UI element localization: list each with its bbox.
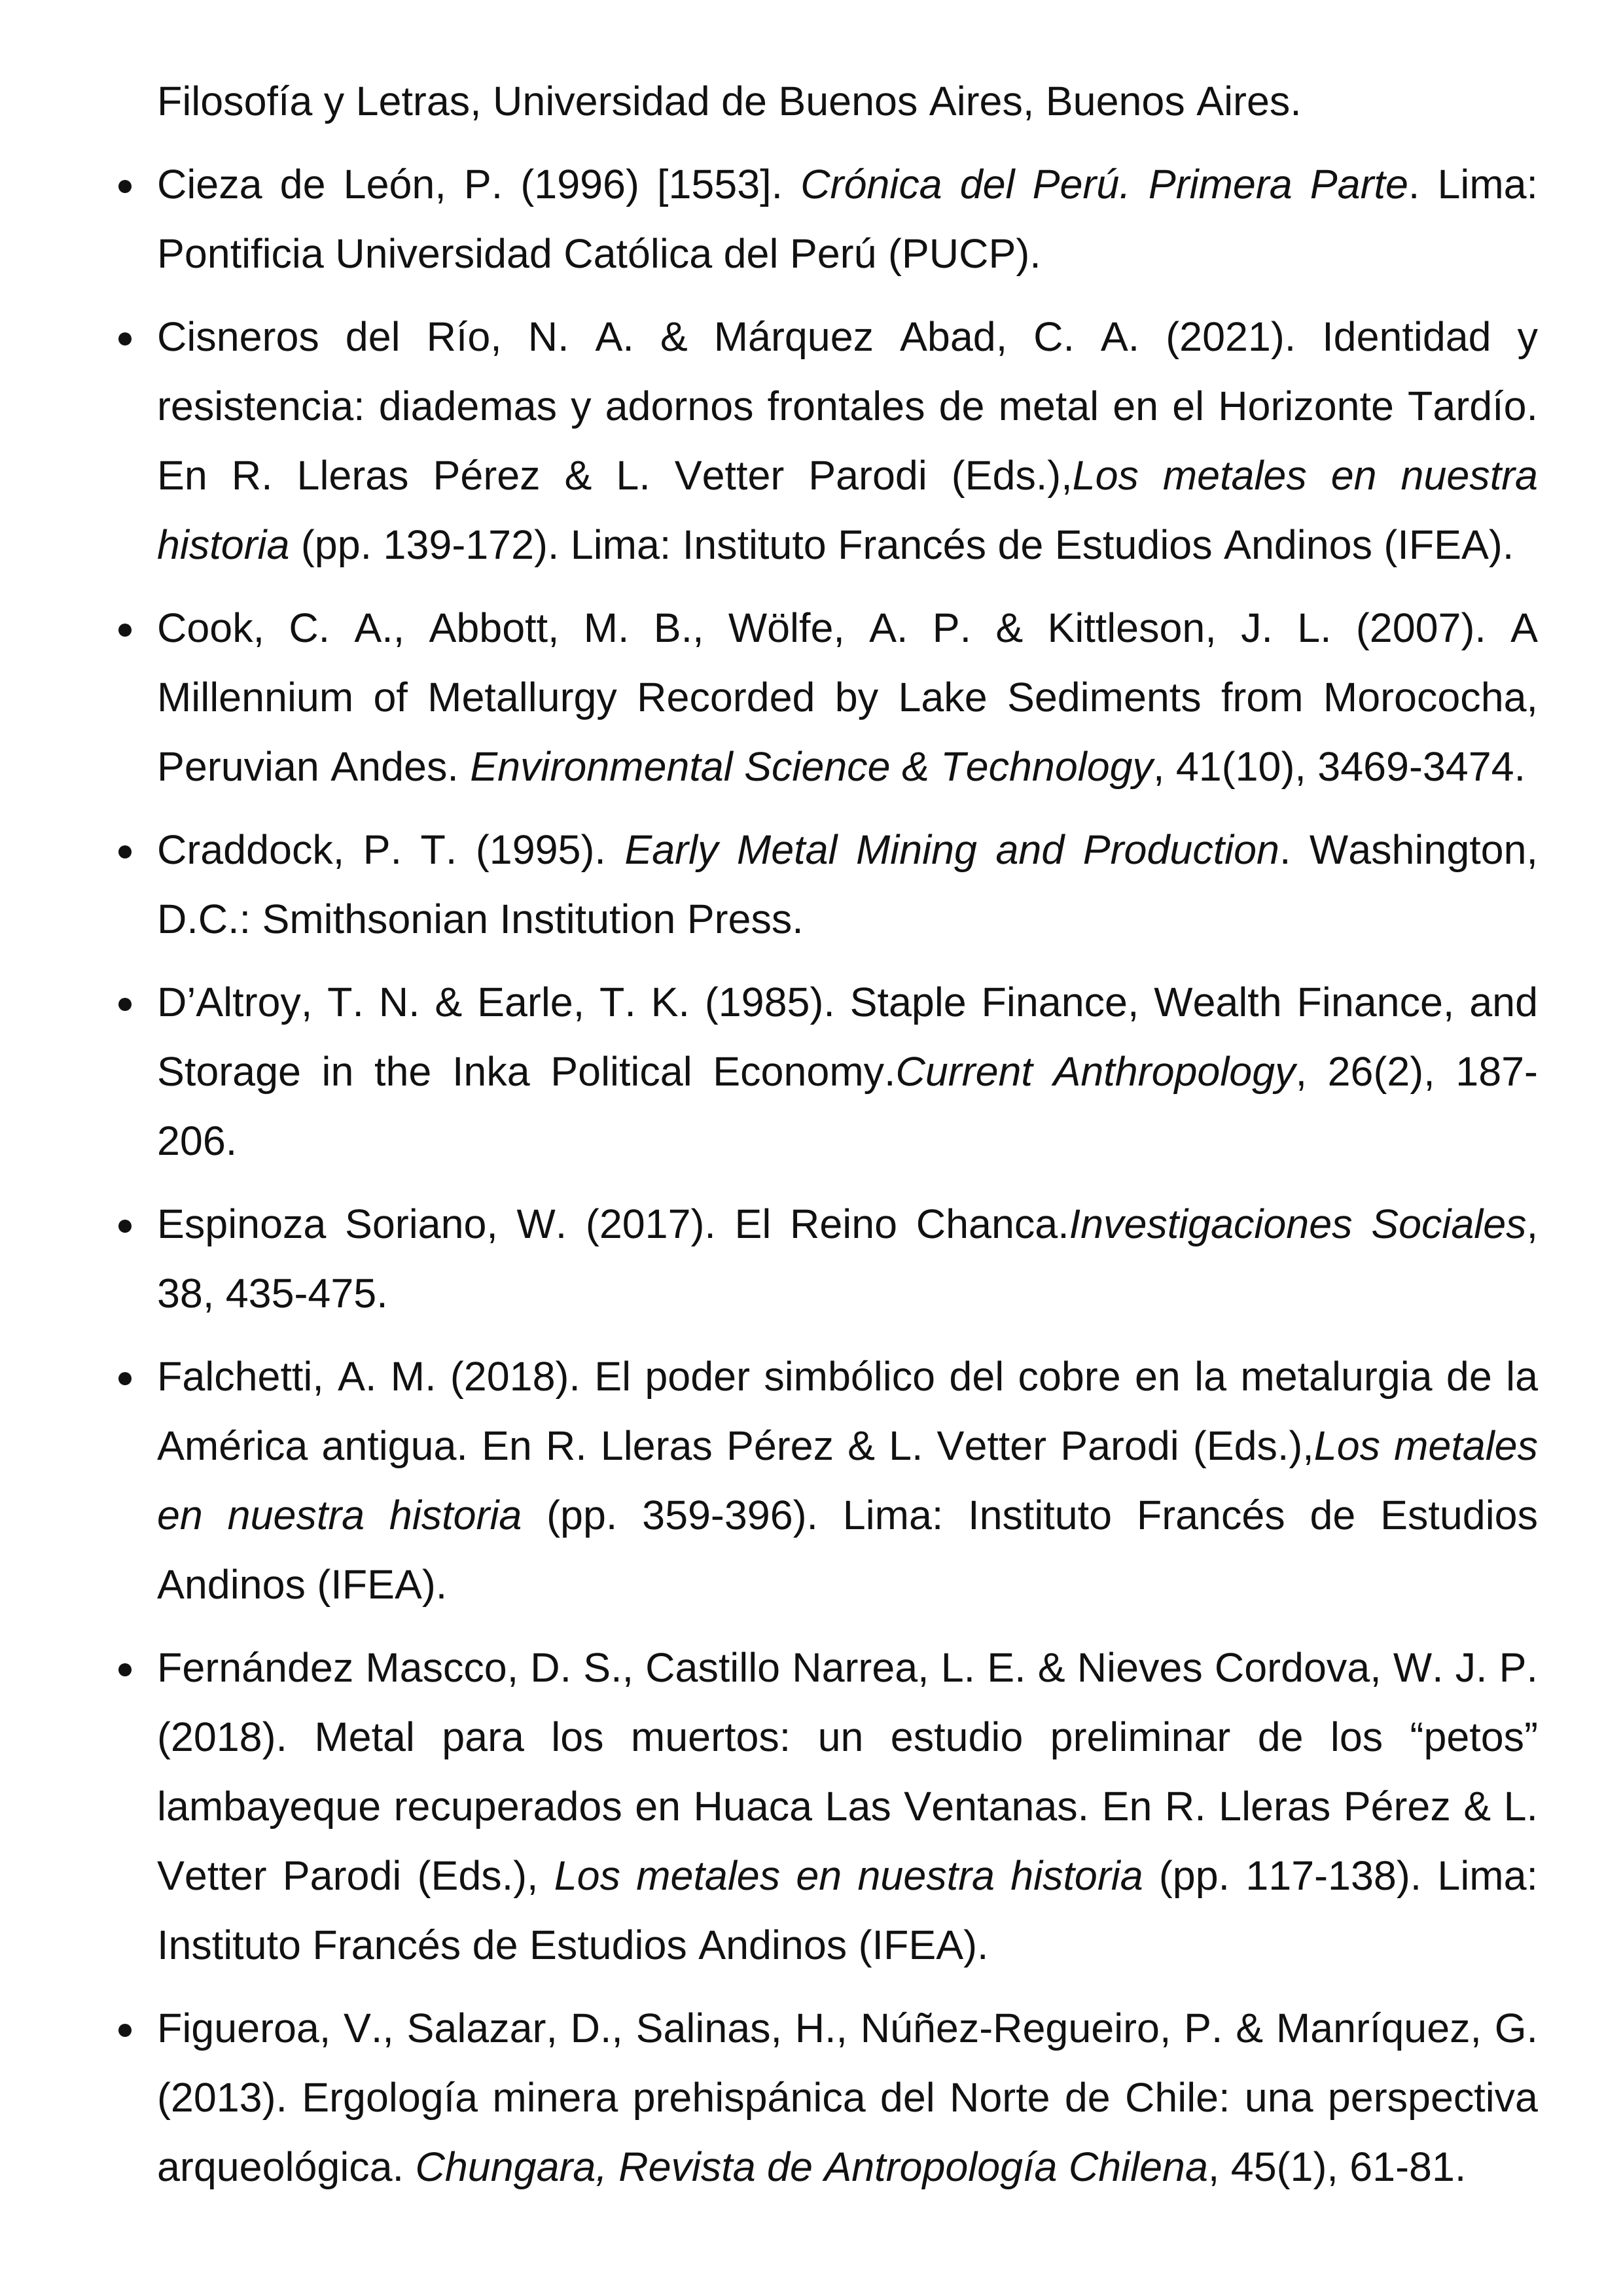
reference-text — [157, 302, 1538, 580]
reference-segment: . Washington, D.C.: Smithsonian Institution Press. — [157, 827, 1538, 942]
reference-segment: Craddock, P. T. (1995). — [157, 827, 625, 873]
reference-title-italic: Los metales en nuestra historia — [157, 1423, 1538, 1538]
reference-entry — [157, 302, 1538, 580]
reference-entry — [157, 1633, 1538, 1980]
bullet-icon — [118, 2024, 132, 2037]
reference-segment: Falchetti, A. M. (2018). El poder simbólico del cobre en la metalurgia de la América antigua. En R. Lleras Pérez & L. Vetter Parodi (Eds.), — [157, 1354, 1538, 1469]
reference-segment: , 38, 435-475. — [157, 1201, 1539, 1316]
reference-segment: , 26(2), 187- — [1295, 1049, 1538, 1095]
reference-title-italic: Early Metal Mining and Production — [624, 827, 1279, 873]
reference-entry — [157, 968, 1538, 1176]
reference-text — [157, 150, 1538, 289]
continuation-text: Filosofía y Letras, Universidad de Buenos Aires, Buenos Aires. — [157, 79, 1302, 124]
reference-text — [157, 1342, 1538, 1619]
bullet-icon — [118, 624, 132, 637]
reference-segment: Figueroa, V., Salazar, D., Salinas, H., Núñez-Regueiro, P. & Manríquez, G. (2013). Ergología minera prehispánica del Norte de Chile: una perspectiva arqueológica. — [157, 2005, 1538, 2190]
reference-segment: 206. — [157, 1118, 238, 1164]
reference-title-italic: Investigaciones Sociales — [1069, 1201, 1527, 1247]
reference-segment: , 45(1), 61-81. — [1207, 2144, 1467, 2190]
reference-list — [0, 150, 1623, 2202]
reference-text — [157, 968, 1538, 1176]
reference-title-italic: Crónica del Perú. Primera Parte — [800, 162, 1408, 207]
reference-segment: (pp. 359-396). Lima: Instituto Francés de Estudios Andinos (IFEA). — [157, 1492, 1538, 1608]
bullet-icon — [118, 1372, 132, 1385]
reference-segment: Espinoza Soriano, W. (2017). El Reino Chanca. — [157, 1201, 1069, 1247]
reference-title-italic: Los metales en nuestra historia — [554, 1853, 1143, 1899]
reference-entry — [157, 1994, 1538, 2202]
reference-text — [157, 593, 1538, 802]
reference-title-italic: Los metales en nuestra historia — [157, 453, 1538, 568]
reference-text — [157, 1633, 1538, 1980]
reference-text — [157, 1190, 1538, 1328]
reference-title-italic: Current Anthropology — [895, 1049, 1296, 1095]
bullet-icon — [118, 845, 132, 858]
bullet-icon — [118, 1663, 132, 1676]
reference-title-italic: Environmental Science & Technology — [470, 744, 1153, 790]
reference-entry — [157, 150, 1538, 289]
reference-segment: , 41(10), 3469-3474. — [1152, 744, 1526, 790]
reference-segment: Cook, C. A., Abbott, M. B., Wölfe, A. P. & Kittleson, J. L. (2007). A Millennium of Metallurgy Recorded by Lake Sediments from Morococha, Peruvian Andes. — [157, 605, 1538, 790]
reference-title-italic: Chungara, Revista de Antropología Chilena — [415, 2144, 1208, 2190]
reference-text — [157, 815, 1538, 954]
bullet-icon — [118, 332, 132, 345]
reference-segment: Fernández Mascco, D. S., Castillo Narrea, L. E. & Nieves Cordova, W. J. P. (2018). Metal para los muertos: un estudio preliminar de los “petos” lambayeque recuperados en Huaca Las Ventanas. En R. Lleras Pérez & L. Vetter Parodi (Eds.), — [157, 1645, 1538, 1899]
reference-segment: . Lima: Pontificia Universidad Católica del Perú (PUCP). — [157, 162, 1539, 277]
reference-segment: (pp. 117-138). Lima: Instituto Francés de Estudios Andinos (IFEA). — [157, 1853, 1538, 1968]
reference-text — [157, 1994, 1538, 2202]
reference-segment: Cisneros del Río, N. A. & Márquez Abad, C. A. (2021). Identidad y resistencia: diademas y adornos frontales de metal en el Horizonte Tardío. En R. Lleras Pérez & L. Vetter Parodi (Eds.), — [157, 314, 1538, 499]
reference-entry — [157, 1190, 1538, 1328]
bullet-icon — [118, 180, 132, 193]
reference-segment: Cieza de León, P. (1996) [1553]. — [157, 162, 801, 207]
reference-segment: (pp. 139-172). Lima: Instituto Francés de Estudios Andinos (IFEA). — [289, 522, 1514, 568]
reference-entry — [157, 1342, 1538, 1619]
bullet-icon — [118, 1220, 132, 1233]
bullet-icon — [118, 998, 132, 1011]
reference-entry — [157, 593, 1538, 802]
reference-entry — [157, 815, 1538, 954]
reference-segment: D’Altroy, T. N. & Earle, T. K. (1985). Staple Finance, Wealth Finance, and Storage in the Inka Political Economy. — [157, 980, 1538, 1095]
